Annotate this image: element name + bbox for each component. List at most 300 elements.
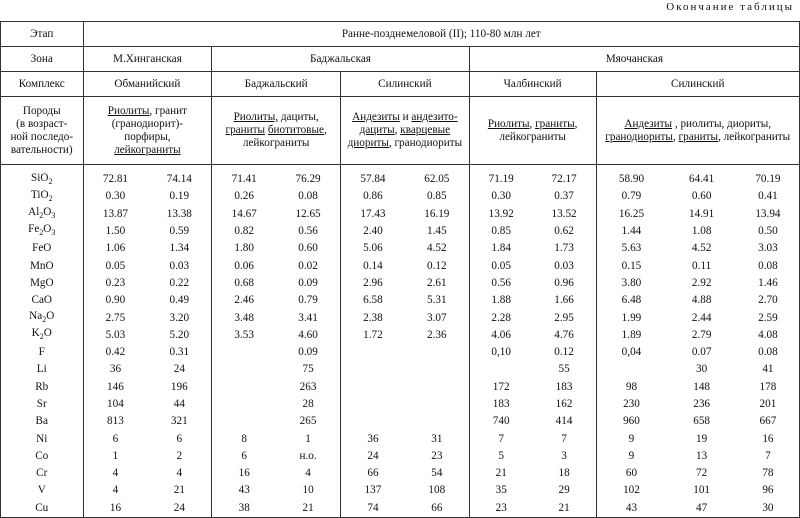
table-cell: 41 <box>737 361 800 378</box>
rocks-label: Породы (в возраст- ной последо- вательности) <box>1 97 84 165</box>
table-cell: 0.86 <box>363 190 383 203</box>
table-cell: 30 <box>696 363 708 376</box>
table-row <box>1 188 800 205</box>
rock-name: граниты <box>225 124 266 136</box>
table-cell: 8 <box>241 432 247 445</box>
table-cell: 4.08 <box>737 327 800 344</box>
rocks-chalbinsky <box>469 97 596 165</box>
table-cell: 75 <box>276 361 340 378</box>
table-row <box>1 413 800 430</box>
table-cell <box>405 379 469 396</box>
table-cell: 1 <box>112 449 119 462</box>
table-cell: 1.45 <box>405 223 469 240</box>
table-cell: 36 <box>367 432 379 445</box>
table-cell: 1.80 <box>234 242 254 255</box>
table-cell: 1.89 <box>621 328 642 341</box>
table-cell: 72 <box>696 467 708 480</box>
zone-myaochan: Мяочанская <box>469 47 799 72</box>
table-cell: 2.38 <box>363 311 383 324</box>
rock-name: Риолиты <box>107 104 150 117</box>
table-cell: 0.50 <box>737 223 800 240</box>
table-cell: 0.14 <box>363 259 383 272</box>
table-cell: 4 <box>112 484 119 497</box>
table-body <box>1 165 800 518</box>
table-cell: 2.59 <box>737 309 800 326</box>
complex-silinsky-1: Силинский <box>341 72 470 97</box>
table-cell: 183 <box>492 398 510 410</box>
table-cell: 24 <box>367 449 379 462</box>
table-cell: 0.12 <box>405 257 469 274</box>
table-cell: 1.84 <box>491 242 511 255</box>
table-row <box>1 500 800 518</box>
table-cell: 0.62 <box>533 223 596 240</box>
table-cell: 57.84 <box>360 173 386 186</box>
rock-name: гранодиориты <box>605 130 673 143</box>
table-cell: 66 <box>405 500 469 518</box>
table-cell: 66 <box>367 467 379 480</box>
table-cell: 0.49 <box>147 292 211 309</box>
table-cell: 4.52 <box>691 242 712 255</box>
table-cell: 23 <box>469 500 532 518</box>
table-cell: 667 <box>737 413 800 430</box>
table-cell: 6 <box>241 449 247 462</box>
table-cell: 3.03 <box>737 240 800 257</box>
table-cell: 0.05 <box>105 259 126 272</box>
table-row <box>1 257 800 274</box>
table-cell: 4.76 <box>533 327 596 344</box>
table-cell: 104 <box>107 398 124 410</box>
table-cell: 60 <box>625 467 638 480</box>
table-cell: 2.96 <box>363 276 383 289</box>
table-cell: 108 <box>405 482 469 499</box>
stage-value: Ранне-позднемеловой (II); 110-80 млн лет <box>83 22 800 47</box>
table-cell: 13.52 <box>533 206 596 223</box>
table-cell: 0,10 <box>491 346 511 359</box>
element-label: V <box>1 482 84 499</box>
table-cell: 0.42 <box>105 346 126 359</box>
rock-name: , гранодиориты <box>388 137 463 149</box>
rock-name: , <box>529 117 536 130</box>
table-cell: 2.28 <box>491 311 511 324</box>
table-cell: 74 <box>341 500 405 518</box>
table-cell: 13.38 <box>147 206 211 223</box>
rock-name: кварцевые диориты <box>347 124 451 149</box>
table-cell: 58.90 <box>618 173 645 186</box>
element-label: MgO <box>1 275 84 292</box>
table-cell: 4 <box>147 465 211 482</box>
stage-label: Этап <box>1 22 84 47</box>
table-cell: 21 <box>276 500 340 518</box>
rock-name: , риолиты, диориты, <box>672 117 772 130</box>
table-cell: 0.79 <box>276 292 340 309</box>
table-cell: 2.61 <box>405 275 469 292</box>
element-label: $Al_2O_3$ <box>1 206 84 223</box>
table-cell <box>405 413 469 430</box>
chemical-composition-table <box>0 21 800 518</box>
table-cell: 236 <box>693 398 711 410</box>
element-label: Co <box>1 448 84 465</box>
element-label: FeO <box>1 240 84 257</box>
table-cell: 172 <box>492 380 510 393</box>
table-cell: 740 <box>492 415 510 428</box>
table-cell: 13.94 <box>737 206 800 223</box>
table-cell <box>405 361 469 378</box>
table-cell: 7 <box>737 448 800 465</box>
table-row <box>1 448 800 465</box>
table-cell: 0.37 <box>533 188 596 205</box>
table-row <box>1 206 800 223</box>
table-row <box>1 309 800 326</box>
table-cell: 1.34 <box>147 240 211 257</box>
complex-badzhalsky: Баджальский <box>212 72 341 97</box>
table-cell <box>341 361 405 378</box>
rock-name: , <box>672 130 679 143</box>
table-cell: 3.80 <box>621 276 642 289</box>
element-label: $K_2O$ <box>1 327 84 344</box>
table-cell: 14.67 <box>231 207 257 220</box>
element-label: MnO <box>1 257 84 274</box>
table-cell: 102 <box>623 484 640 497</box>
table-cell: 54 <box>405 465 469 482</box>
element-label: Ba <box>1 413 84 430</box>
table-cell: 2.75 <box>105 311 126 324</box>
table-cell: 960 <box>623 415 640 428</box>
element-label: Li <box>1 361 84 378</box>
table-cell: 0.09 <box>276 344 340 361</box>
table-cell <box>212 379 276 396</box>
table-cell: 146 <box>107 380 124 393</box>
table-cell: 0.26 <box>234 190 254 203</box>
table-cell: 0.05 <box>491 259 511 272</box>
table-row <box>1 396 800 413</box>
table-row <box>1 344 800 361</box>
table-cell: 0.15 <box>621 259 642 272</box>
table-cell: 813 <box>107 415 124 428</box>
table-cell: 2.95 <box>533 309 596 326</box>
table-row <box>1 292 800 309</box>
table-cell: 1.50 <box>105 225 126 238</box>
table-cell: 178 <box>737 379 800 396</box>
table-cell: 36 <box>109 363 122 376</box>
table-row <box>1 275 800 292</box>
table-cell: 0.60 <box>276 240 340 257</box>
table-row <box>1 361 800 378</box>
table-cell <box>212 413 276 430</box>
table-cell: 24 <box>147 361 211 378</box>
table-cell <box>212 344 276 361</box>
table-cell: 23 <box>405 448 469 465</box>
table-cell: 6 <box>147 430 211 447</box>
rock-name: лейкограниты <box>114 143 181 156</box>
table-cell: 70.19 <box>737 165 800 189</box>
table-cell: 19 <box>696 432 708 445</box>
table-cell: 64.41 <box>689 173 715 186</box>
rock-name: и <box>399 111 412 123</box>
table-cell: 0.96 <box>533 275 596 292</box>
table-cell: 43 <box>596 500 666 518</box>
table-cell: 0.79 <box>621 190 642 203</box>
table-cell: 1.06 <box>105 242 126 255</box>
complex-silinsky-2: Силинский <box>596 72 800 97</box>
table-cell: 9 <box>628 449 635 462</box>
table-cell: 1.99 <box>621 311 642 324</box>
rock-name: , лейкограниты <box>499 117 578 143</box>
table-cell: 7 <box>533 430 596 447</box>
table-cell: 21 <box>147 482 211 499</box>
table-cell: 13.92 <box>488 207 514 220</box>
table-cell: 2 <box>147 448 211 465</box>
complex-chalbinsky: Чалбинский <box>469 72 596 97</box>
table-row <box>1 240 800 257</box>
table-cell: 0.82 <box>234 225 254 238</box>
table-cell: 21 <box>495 467 507 480</box>
table-cell: 321 <box>147 413 211 430</box>
table-cell: 76.29 <box>276 165 340 189</box>
rock-name: , <box>394 124 401 136</box>
table-cell: 16 <box>238 467 250 480</box>
element-label: Cu <box>1 500 84 518</box>
table-cell: 162 <box>533 396 596 413</box>
element-label: TiO$_2$ <box>1 188 84 205</box>
zone-label: Зона <box>1 47 84 72</box>
table-cell: 0.60 <box>691 190 712 203</box>
table-cell: 28 <box>276 396 340 413</box>
table-cell: 1.08 <box>691 225 712 238</box>
table-cell: 31 <box>405 430 469 447</box>
table-cell: 148 <box>693 380 711 393</box>
table-cell: 16 <box>737 430 800 447</box>
table-cell: 10 <box>276 482 340 499</box>
zone-badzhal: Баджальская <box>212 47 470 72</box>
table-cell: 16.19 <box>405 206 469 223</box>
table-cell: 96 <box>737 482 800 499</box>
table-cell: 2.44 <box>691 311 712 324</box>
table-cell: 0.23 <box>105 276 126 289</box>
rock-name: Андезиты <box>624 117 673 130</box>
table-cell: 0.59 <box>147 223 211 240</box>
table-cell: 16.25 <box>618 207 645 220</box>
rock-name: биотитовые <box>267 124 324 136</box>
table-cell <box>341 344 405 361</box>
table-cell: 55 <box>533 361 596 378</box>
rocks-silinsky-1 <box>341 97 470 165</box>
table-cell: 5.31 <box>405 292 469 309</box>
table-cell: 0.19 <box>147 188 211 205</box>
rock-name: андезито-дациты <box>359 111 458 136</box>
table-cell: 5.63 <box>621 242 642 255</box>
element-label: $Fe_2O_3$ <box>1 223 84 240</box>
table-cell: 0.12 <box>533 344 596 361</box>
table-cell: 2.36 <box>405 327 469 344</box>
table-cell: 0.02 <box>276 257 340 274</box>
table-cell <box>596 361 666 378</box>
table-cell: 7 <box>498 432 504 445</box>
rocks-badzhalsky <box>212 97 341 165</box>
table-cell: 62.05 <box>405 165 469 189</box>
element-label: Ni <box>1 430 84 447</box>
table-cell: 1 <box>276 430 340 447</box>
table-cell: 1.44 <box>621 225 642 238</box>
element-label: Rb <box>1 379 84 396</box>
complex-obmaniysky: Обманийский <box>83 72 212 97</box>
table-cell: 3.53 <box>234 328 254 341</box>
rock-name: дациты, <box>278 111 319 123</box>
rock-name: граниты <box>535 117 575 130</box>
table-cell: 263 <box>276 379 340 396</box>
table-cell: 18 <box>533 465 596 482</box>
table-cell <box>341 379 405 396</box>
table-cell: 0.30 <box>491 190 511 203</box>
element-label: SiO$_2$ <box>1 165 84 189</box>
table-cell: 13 <box>696 449 708 462</box>
table-cell: 3.41 <box>276 309 340 326</box>
rock-name: граниты <box>678 130 719 143</box>
table-row <box>1 465 800 482</box>
table-cell: 21 <box>533 500 596 518</box>
table-cell: 183 <box>533 379 596 396</box>
table-cell: 6.48 <box>621 294 642 307</box>
table-cell: 414 <box>533 413 596 430</box>
table-cell: 3.48 <box>234 311 254 324</box>
table-cell: 0.08 <box>737 344 800 361</box>
table-cell: 4 <box>112 467 119 480</box>
rock-name: , лейкограниты <box>242 124 327 149</box>
table-cell: 9 <box>628 432 635 445</box>
table-cell: 2.70 <box>737 292 800 309</box>
table-cell: 201 <box>737 396 800 413</box>
table-cell: 0.30 <box>105 190 126 203</box>
rocks-silinsky-2 <box>596 97 800 165</box>
table-cell: 14.91 <box>689 207 715 220</box>
table-cell: 47 <box>666 500 736 518</box>
table-cell: 0.03 <box>533 257 596 274</box>
table-cell: 230 <box>623 398 640 410</box>
element-label: CaO <box>1 292 84 309</box>
table-cell <box>341 413 405 430</box>
table-cell: 38 <box>212 500 276 518</box>
table-cell: 1.46 <box>737 275 800 292</box>
table-row <box>1 379 800 396</box>
table-caption: Окончание таблицы <box>666 1 794 13</box>
rock-name: Андезиты <box>352 111 400 123</box>
table-cell: 72.17 <box>533 165 596 189</box>
zone-m-khingan: М.Хинганская <box>83 47 212 72</box>
table-cell: 4.06 <box>491 328 511 341</box>
table-cell: 4 <box>276 465 340 482</box>
table-cell: 4.52 <box>405 240 469 257</box>
table-cell: 0.85 <box>491 225 511 238</box>
table-cell: 0.85 <box>405 188 469 205</box>
table-cell <box>469 361 532 378</box>
table-cell: 0.68 <box>234 276 254 289</box>
table-cell: 29 <box>533 482 596 499</box>
table-cell: 0.09 <box>276 275 340 292</box>
table-cell: 2.92 <box>691 276 712 289</box>
table-cell <box>212 361 276 378</box>
rock-name: , лейкограниты <box>718 130 791 143</box>
table-cell: 71.41 <box>231 173 257 186</box>
table-cell: 0.11 <box>692 259 712 272</box>
table-cell <box>341 396 405 413</box>
table-cell: 0.07 <box>691 346 712 359</box>
table-row <box>1 482 800 499</box>
table-cell: 4.88 <box>691 294 712 307</box>
table-cell: 16 <box>83 500 147 518</box>
table-cell: 0.56 <box>491 276 511 289</box>
table-cell: 5 <box>498 449 504 462</box>
table-cell: 6.58 <box>363 294 383 307</box>
table-cell: 78 <box>737 465 800 482</box>
table-cell: 12.65 <box>276 206 340 223</box>
table-cell <box>212 396 276 413</box>
table-cell: 72.81 <box>102 173 129 186</box>
table-cell: 3 <box>533 448 596 465</box>
table-row <box>1 430 800 447</box>
table-cell: 5.06 <box>363 242 383 255</box>
element-label: $Na_2O$ <box>1 309 84 326</box>
table-cell: 265 <box>276 413 340 430</box>
table-cell: 0.08 <box>737 257 800 274</box>
table-cell: 30 <box>737 500 800 518</box>
element-label: Sr <box>1 396 84 413</box>
table-cell: 43 <box>238 484 250 497</box>
rock-name: Риолиты, <box>233 111 279 123</box>
table-cell: 2.79 <box>691 328 712 341</box>
element-label: F <box>1 344 84 361</box>
rocks-obmaniysky <box>83 97 212 165</box>
rock-name: , гранит (гранодиорит)-порфиры, <box>111 104 187 143</box>
table-cell: 0.31 <box>147 344 211 361</box>
table-row <box>1 327 800 344</box>
complex-label: Комплекс <box>1 72 84 97</box>
table-cell: 4.60 <box>276 327 340 344</box>
table-cell: 3.20 <box>147 309 211 326</box>
table-cell: 1.88 <box>491 294 511 307</box>
table-cell <box>405 396 469 413</box>
table-cell: 0.22 <box>147 275 211 292</box>
table-cell: 17.43 <box>360 207 386 220</box>
table-cell: 0.41 <box>737 188 800 205</box>
table-cell: 137 <box>364 484 382 497</box>
table-cell: 2.40 <box>363 225 383 238</box>
table-cell: 0.03 <box>147 257 211 274</box>
table-cell: 24 <box>147 500 211 518</box>
table-cell: 35 <box>495 484 507 497</box>
table-cell: 1.72 <box>363 328 383 341</box>
table-cell: 0,04 <box>621 346 642 359</box>
table-cell <box>405 344 469 361</box>
table-cell: 0.06 <box>234 259 254 272</box>
table-cell: н.о. <box>276 448 340 465</box>
table-cell: 0.08 <box>276 188 340 205</box>
table-row <box>1 223 800 240</box>
element-label: Cr <box>1 465 84 482</box>
table-row <box>1 165 800 189</box>
table-cell: 98 <box>625 380 638 393</box>
table-cell: 5.20 <box>147 327 211 344</box>
table-cell: 2.46 <box>234 294 254 307</box>
table-cell: 44 <box>147 396 211 413</box>
table-cell: 101 <box>693 484 711 497</box>
table-cell: 6 <box>112 432 119 445</box>
table-cell: 5.03 <box>105 328 126 341</box>
table-cell: 658 <box>693 415 711 428</box>
table-cell: 0.90 <box>105 294 126 307</box>
table-cell: 0.56 <box>276 223 340 240</box>
table-cell: 74.14 <box>147 165 211 189</box>
table-cell: 71.19 <box>488 173 514 186</box>
table-cell: 196 <box>147 379 211 396</box>
